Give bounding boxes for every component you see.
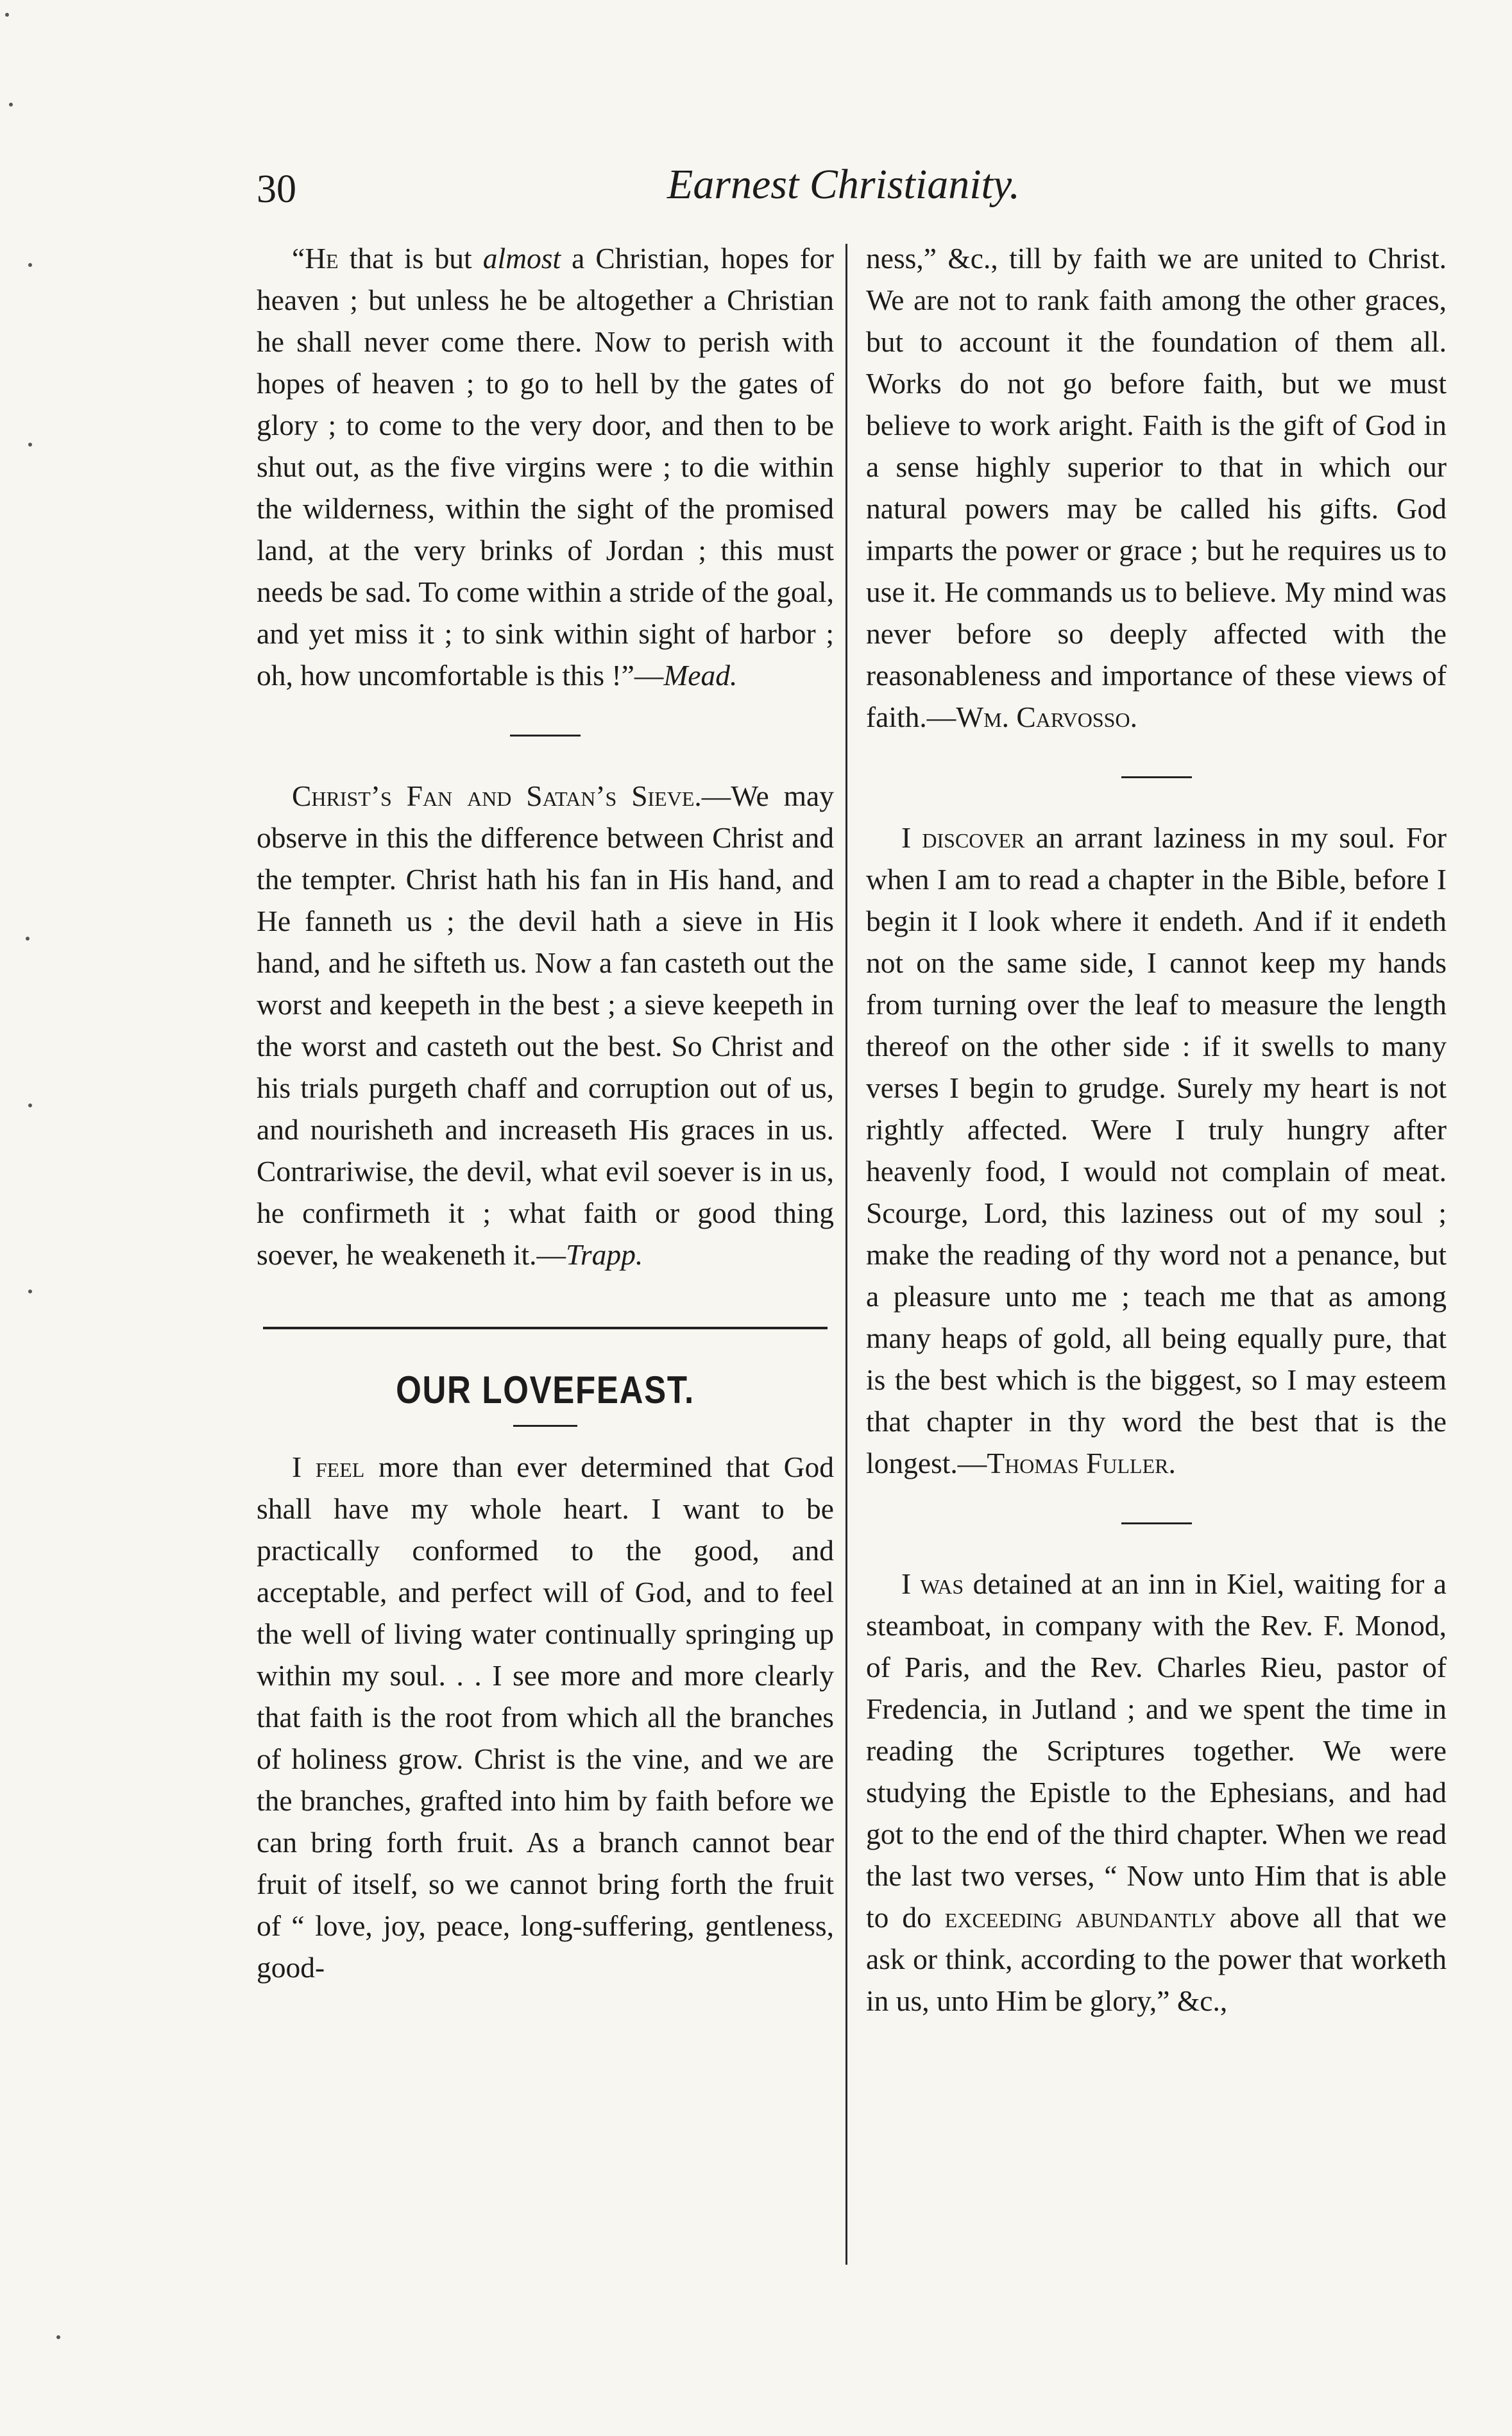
paragraph-text: detained at an inn in Kiel, waiting for a steamboat, in company with the Rev. F. Monod, of Paris, and the Rev. Charles Rieu, pastor of Fredencia, in Jutland ; and we spent the time in reading the Scriptures together. We were studying the Epistle to the Ephesians, and had got to the end of the third chapter. When we read the last two verses, “ Now unto Him that is able to do xyxy=(866,1567,1447,1934)
fuller-paragraph xyxy=(866,817,1447,1484)
kiel-paragraph xyxy=(866,1563,1447,2022)
page-number: 30 xyxy=(257,167,296,211)
paragraph-text: —We may observe in this the difference between Christ and the tempter. Christ hath his fan in His hand, and He fanneth us ; the devil hath a sieve in His hand, and he sifteth us. Now a fan casteth out the worst and keepeth in the best ; a sieve keepeth in the worst and casteth out the best. So Christ and his trials purgeth chaff and corruption out of us, and nourisheth and increaseth His graces in us. Contrariwise, the devil, what evil soever is in us, he confirmeth it ; what faith or good thing soever, he weakeneth it.— xyxy=(257,779,834,1271)
margin-speck xyxy=(28,443,32,447)
page-header xyxy=(257,160,1046,218)
margin-speck xyxy=(28,263,32,267)
margin-speck xyxy=(56,2335,60,2339)
quote-text: that is but xyxy=(338,242,483,275)
running-title: Earnest Christianity. xyxy=(667,161,1021,208)
left-column xyxy=(257,237,834,1988)
margin-specks xyxy=(0,0,38,2436)
paragraph-text: ness,” &c., till by faith we are united to Christ. We are not to rank faith among the other graces, but to account it the foundation of them all. Works do not go before faith, but we must believe to work aright. Faith is the gift of God in a sense highly superior to that in which our natural powers may be called his gifts. God imparts the power or grace ; but he requires us to use it. He commands us to believe. My mind was never before so deeply affected with the reasonableness and importance of these views of faith.— xyxy=(866,242,1447,733)
section-divider xyxy=(1121,776,1192,778)
paragraph-lead: I was xyxy=(901,1567,964,1600)
margin-speck xyxy=(26,937,30,941)
paragraph-author: Thomas Fuller. xyxy=(987,1447,1176,1479)
paragraph-text: an arrant laziness in my soul. For when I am to read a chapter in the Bible, before I begin it I look where it endeth. And if it endeth not on the same side, I cannot keep my hands from turning over the leaf to measure the length thereof on the other side : if it swells to many verses I begin to grudge. Surely my heart is not rightly affected. Were I truly hungry after heavenly food, I would not complain of meat. Scourge, Lord, this laziness out of my soul ; make the reading of thy word not a penance, but a pleasure unto me ; teach me that as among many heaps of gold, all being equally pure, that is the best which is the biggest, so I may esteem that chapter in thy word the best that is the longest.— xyxy=(866,821,1447,1479)
section-title: OUR LOVEFEAST. xyxy=(396,1368,695,1411)
section-rule xyxy=(263,1327,828,1329)
scripture-emphasis: exceeding abundantly xyxy=(944,1901,1216,1934)
paragraph-author: Trapp. xyxy=(566,1238,643,1271)
paragraph-text: above all that we ask or think, according to the power that worketh in us, unto Him be glory,” &c., xyxy=(866,1901,1447,2017)
margin-speck xyxy=(9,103,13,106)
right-column xyxy=(866,237,1447,2022)
column-divider xyxy=(845,244,847,2265)
margin-speck xyxy=(5,13,9,17)
section-divider xyxy=(1121,1522,1192,1524)
paragraph-heading: Christ’s Fan and Satan’s Sieve. xyxy=(292,779,702,812)
title-underline xyxy=(513,1425,577,1427)
quote-opening: “He xyxy=(292,242,339,275)
mead-quote xyxy=(257,237,834,696)
margin-speck xyxy=(28,1290,32,1293)
section-divider xyxy=(510,735,581,737)
paragraph-lead: I discover xyxy=(901,821,1025,854)
paragraph-text: more than ever determined that God shall have my whole heart. I want to be practically conformed to the good, and acceptable, and perfect will of God, and to feel the well of living water continually springing up within my soul. . . I see more and more clearly that faith is the root from which all the branches of holiness grow. Christ is the vine, and we are the branches, grafted into him by faith before we can bring forth fruit. As a branch cannot bear fruit of itself, so we cannot bring forth the fruit of “ love, joy, peace, long-suffering, gentleness, good- xyxy=(257,1451,834,1984)
quote-author: Mead. xyxy=(663,659,738,692)
margin-speck xyxy=(28,1103,32,1107)
carvosso-paragraph xyxy=(866,237,1447,738)
quote-emphasis: almost xyxy=(482,242,561,275)
fan-and-sieve-paragraph xyxy=(257,775,834,1275)
paragraph-lead: I feel xyxy=(292,1451,365,1483)
paragraph-author: Wm. Carvosso. xyxy=(956,701,1137,733)
quote-text: a Christian, hopes for heaven ; but unless he be altogether a Christian he shall never come there. Now to perish with hopes of heaven ; to go to hell by the gates of glory ; to come to the very door, and then to be shut out, as the five virgins were ; to die within the wilderness, within the sight of the promised land, at the very brinks of Jordan ; this must needs be sad. To come within a stride of the goal, and yet miss it ; to sink within sight of harbor ; oh, how uncomfortable is this !”— xyxy=(257,242,834,692)
lovefeast-paragraph xyxy=(257,1446,834,1988)
